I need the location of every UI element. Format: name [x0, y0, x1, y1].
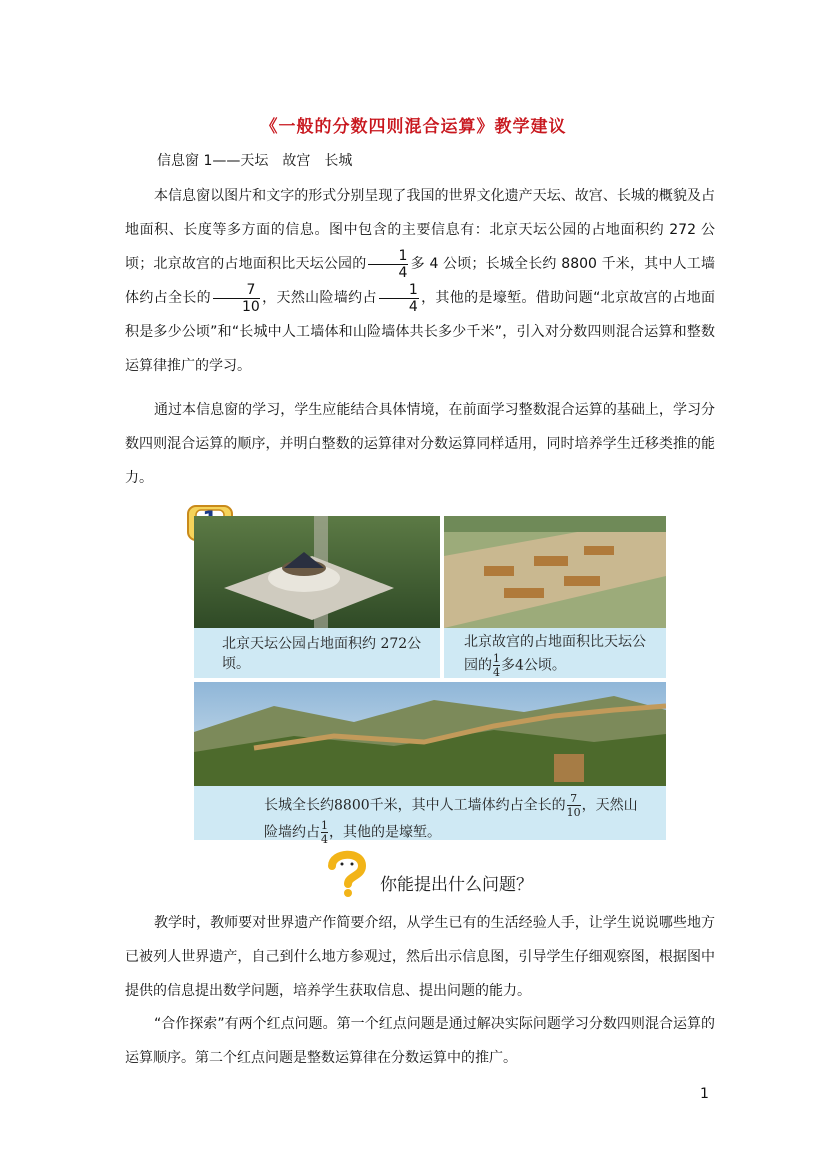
caption-great-wall: [194, 786, 666, 846]
question-prompt: 你能提出什么问题？: [380, 875, 533, 895]
info-window-figure: [180, 500, 668, 900]
frac-den: 10: [242, 298, 260, 315]
temple-of-heaven-photo: [194, 516, 440, 628]
caption-text: 北京故宫的占地面积比天坛公园的: [464, 634, 646, 674]
section-subtitle: 信息窗 1——天坛 故宫 长城: [157, 153, 353, 169]
caption-text: ，其他的是壕堑。: [329, 824, 441, 841]
caption-text: ，天然山险墙约占: [264, 797, 638, 841]
p1-text-c: ，天然山险墙约占: [261, 290, 377, 306]
frac-num: 1: [379, 282, 419, 299]
frac-den: 4: [321, 833, 328, 846]
p1-text-a: 本信息窗以图片和文字的形式分别呈现了我国的世界文化遗产天坛、故宫、长城的概貌及占地面积、长度等多方面的信息。图中包含的主要信息有：北京天坛公园的占地面积约 272 公顷；北京故宫的占地面积比天坛公园的: [125, 188, 715, 272]
frac-num: 1: [321, 819, 328, 832]
caption-fraction: [321, 819, 328, 846]
frac-den: 4: [398, 264, 408, 281]
paragraph-intro: [125, 179, 715, 383]
fraction-one-quarter: [368, 248, 408, 281]
frac-den: 4: [493, 666, 500, 679]
frac-num: 1: [368, 248, 408, 265]
page-title: 《一般的分数四则混合运算》教学建议: [260, 117, 567, 137]
forbidden-city-photo: [444, 516, 666, 628]
caption-forbidden-city: [444, 628, 666, 678]
caption-text: 北京天坛公园占地面积约 272公顷。: [222, 636, 422, 672]
frac-den: 10: [566, 806, 581, 819]
page-number: 1: [700, 1086, 709, 1102]
fraction-seven-tenths: [213, 282, 260, 315]
paragraph-teaching: 教学时，教师要对世界遗产作简要介绍，从学生已有的生活经验人手，让学生说说哪些地方已被列人世界遗产，自己到什么地方参观过，然后出示信息图，引导学生仔细观察图，根据图中提供的信息提出数学问题，培养学生获取信息、提出问题的能力。: [125, 915, 715, 999]
p1-text-b: 多 4 公顷；长城全长约 8800 千米，其中人工墙体约占全长的: [125, 256, 716, 306]
great-wall-photo: [194, 682, 666, 786]
caption-fraction: [493, 652, 500, 679]
caption-text: 长城全长约8800千米，其中人工墙体约占全长的: [264, 797, 566, 814]
frac-num: 7: [567, 792, 581, 806]
fraction-one-quarter-2: [379, 282, 419, 315]
caption-fraction: [567, 792, 581, 819]
paragraph-goals: 通过本信息窗的学习，学生应能结合具体情境，在前面学习整数混合运算的基础上，学习分数四则混合运算的顺序，并明白整数的运算律对分数运算同样适用，同时培养学生迁移类推的能力。: [125, 402, 715, 486]
p1-text-d: ，其他的是壕堑。借助问题“北京故宫的占地面积是多少公顷”和“长城中人工墙体和山险墙体共长多少千米”，引入对分数四则混合运算和整数运算律推广的学习。: [125, 290, 715, 374]
caption-text: 多4公顷。: [501, 657, 566, 674]
question-mascot-icon: [324, 848, 370, 898]
paragraph-exploration: “合作探索”有两个红点问题。第一个红点问题是通过解决实际问题学习分数四则混合运算的运算顺序。第二个红点问题是整数运算律在分数运算中的推广。: [125, 1016, 715, 1066]
frac-num: 7: [213, 282, 260, 299]
frac-num: 1: [493, 652, 500, 665]
frac-den: 4: [408, 298, 418, 315]
caption-temple-of-heaven: [194, 628, 440, 678]
